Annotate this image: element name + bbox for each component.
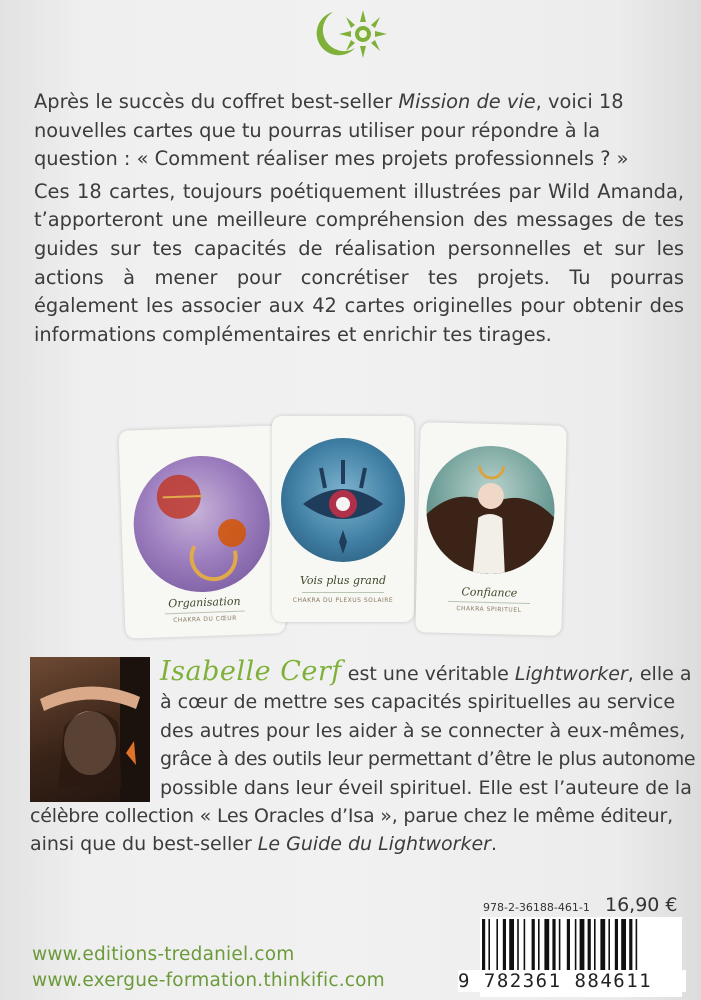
barcode-bar (544, 919, 549, 971)
moon-sun-logo-icon (303, 4, 395, 64)
bio-line: Isabelle Cerf est une véritable Lightworker, elle a (160, 656, 692, 687)
card-subtitle: CHAKRA DU CŒUR (173, 614, 238, 625)
price: 16,90 € (605, 894, 678, 916)
barcode-bar (524, 919, 526, 971)
card-divider (448, 601, 530, 604)
oracle-card-confiance (415, 422, 566, 636)
barcode-bar (559, 919, 561, 971)
card-illustration (131, 454, 272, 595)
oracle-card-vois-plus-grand (272, 416, 414, 622)
card-divider (302, 592, 384, 593)
barcode-digits: 9 782361 884611 (458, 970, 686, 992)
card-illustration (281, 438, 405, 562)
barcode-bar (629, 919, 632, 971)
barcode-bar (575, 919, 577, 971)
barcode-bar (496, 919, 498, 971)
barcode-bar (482, 919, 485, 971)
barcode-bar (488, 919, 490, 971)
barcode-bar (532, 919, 535, 971)
intro-paragraph-2: Ces 18 cartes, toujours poétiquement illustrées par Wild Amanda, t’apporteront une meilleure compréhension des messages de tes guides sur tes capacités de réalisation personnelles et sur les actions à mener pour concrétiser tes projets. Tu pourras également les associer aux 42 cartes originelles pour obtenir des informations complémentaires et enrichir tes tirages. (34, 179, 684, 346)
author-bio (30, 656, 696, 859)
bio-line: ainsi que du best-seller Le Guide du Lightworker. (30, 833, 498, 856)
barcode-bar (580, 919, 585, 971)
author-photo (30, 657, 150, 802)
barcode-bar (594, 919, 596, 971)
publisher-url[interactable]: www.editions-tredaniel.com (32, 944, 295, 965)
barcode-bar (588, 919, 591, 971)
bio-line: grâce à des outils leur permettant d’être le plus autonome (160, 748, 696, 771)
barcode-bar (621, 919, 626, 971)
card-title: Organisation (168, 594, 241, 611)
oracle-card-organisation (118, 425, 285, 638)
intro-text (34, 88, 684, 349)
barcode-bar (538, 919, 540, 971)
barcode-bar (503, 919, 506, 971)
training-url[interactable]: www.exergue-formation.thinkific.com (32, 970, 385, 991)
bio-line: à cœur de mettre ses capacités spirituelles au service (160, 691, 676, 714)
card-title: Confiance (461, 585, 518, 600)
isbn-number: 978-2-36188-461-1 (483, 901, 590, 914)
card-illustration (425, 444, 556, 575)
card-subtitle: CHAKRA SPIRITUEL (456, 605, 522, 614)
card-title: Vois plus grand (300, 574, 386, 587)
barcode-bar (517, 919, 519, 971)
bio-line: célèbre collection « Les Oracles d’Isa », parue chez le même éditeur, (30, 805, 673, 828)
intro-paragraph-1: Après le succès du coffret best-seller Mission de vie, voici 18 nouvelles cartes que tu pourras utiliser pour répondre à la question : « Comment réaliser mes projets professionnels ? » (34, 90, 629, 171)
barcode-bar (636, 919, 638, 971)
barcode-bar (615, 919, 618, 971)
barcode-bar (509, 919, 514, 971)
card-subtitle: CHAKRA DU PLEXUS SOLAIRE (292, 597, 394, 604)
author-name: Isabelle Cerf (160, 656, 342, 687)
card-divider (165, 611, 245, 615)
barcode-bar (600, 919, 605, 971)
barcode-bar (567, 919, 570, 971)
barcode-bar (608, 919, 610, 971)
bio-line: des autres pour les aider à se connecter à eux-mêmes, (160, 719, 686, 742)
bio-line: possible dans leur éveil spirituel. Elle est l’auteure de la (160, 776, 692, 799)
barcode-bar (552, 919, 555, 971)
